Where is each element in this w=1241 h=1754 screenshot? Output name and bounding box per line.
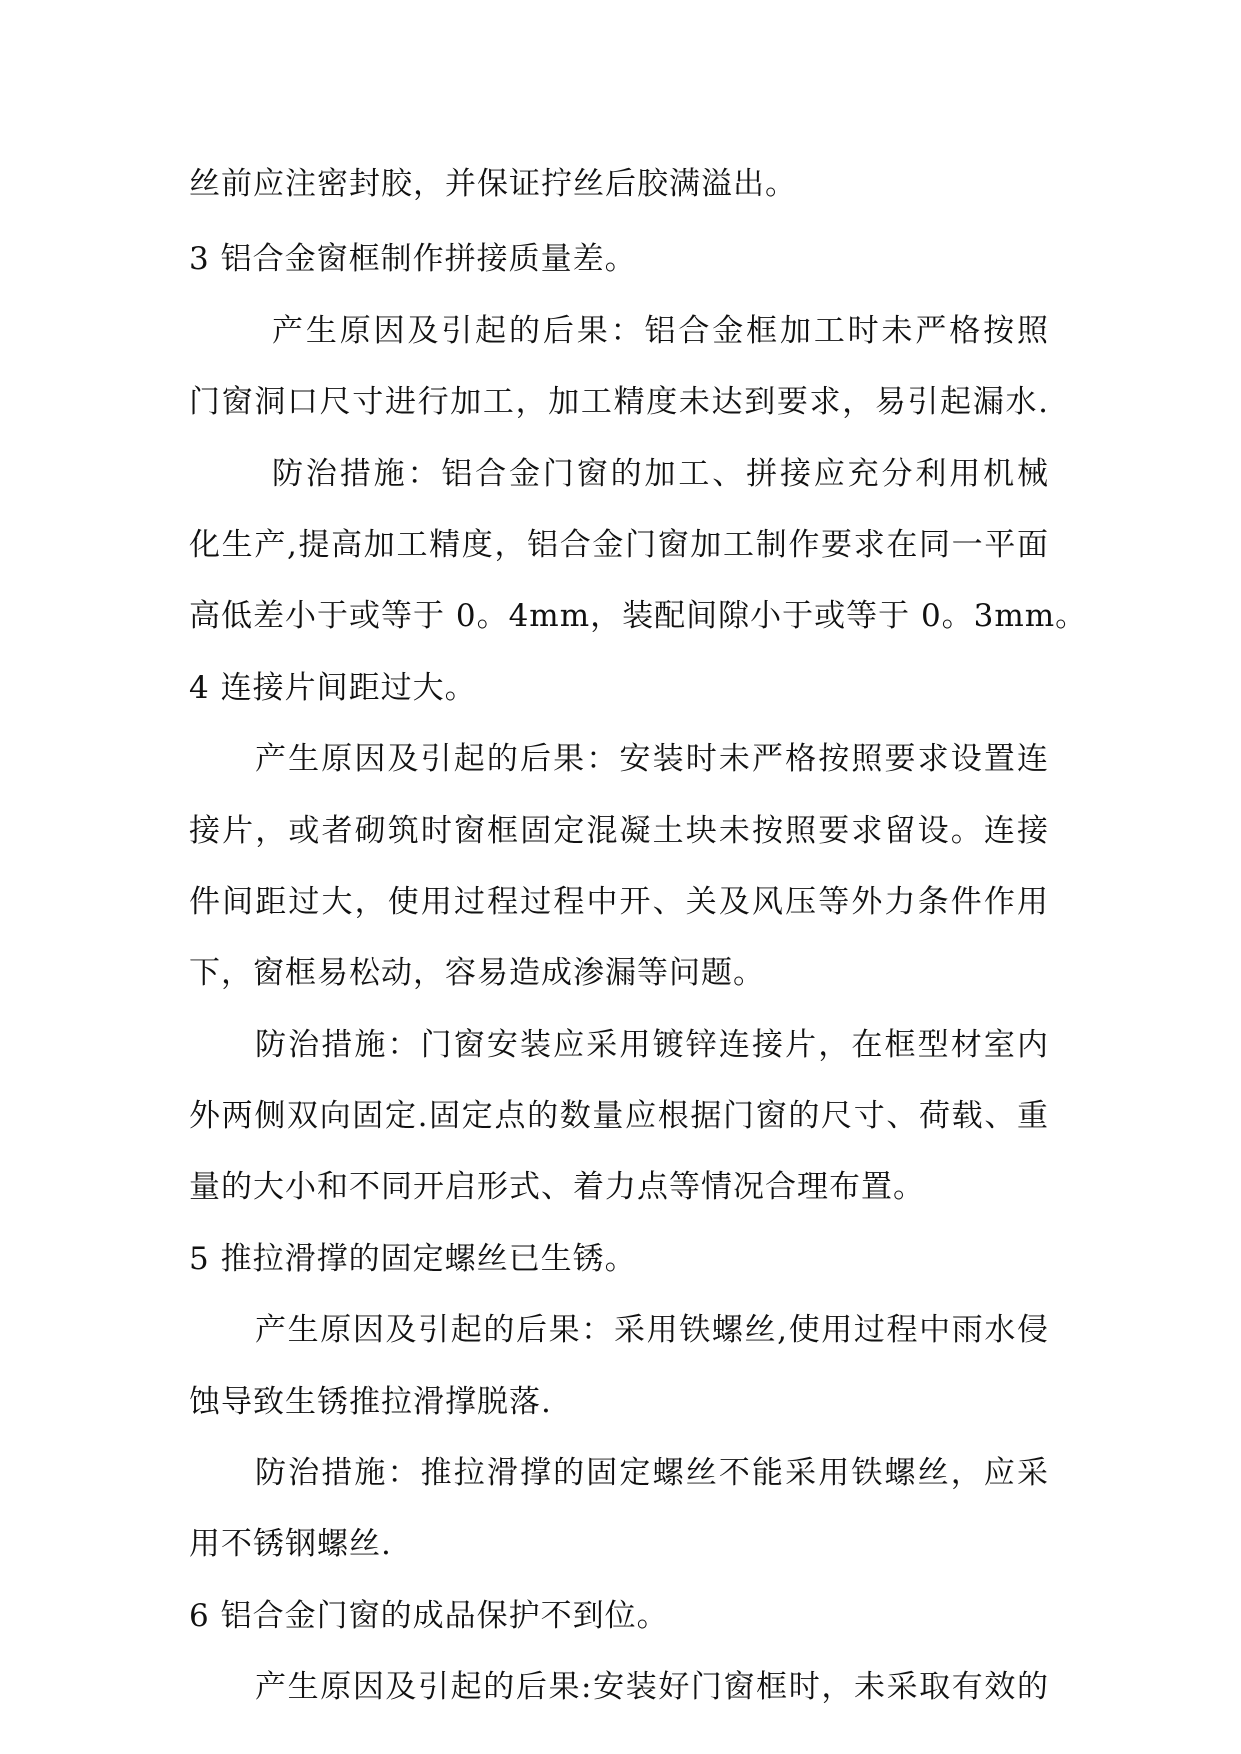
paragraph-line: 丝前应注密封胶，并保证拧丝后胶满溢出。 [189, 166, 797, 202]
paragraph-line: 量的大小和不同开启形式、着力点等情况合理布置。 [189, 1169, 925, 1205]
paragraph-line: 产生原因及引起的后果：铝合金框加工时未严格按照 [272, 313, 1049, 349]
paragraph-line: 高低差小于或等于 0。4mm，装配间隙小于或等于 0。3mm。 [189, 598, 1088, 634]
paragraph-line: 产生原因及引起的后果：采用铁螺丝,使用过程中雨水侵 [255, 1312, 1049, 1348]
paragraph-line: 接片，或者砌筑时窗框固定混凝土块未按照要求留设。连接 [189, 813, 1049, 849]
section-heading: 6 铝合金门窗的成品保护不到位。 [189, 1598, 669, 1634]
paragraph-line: 产生原因及引起的后果:安装好门窗框时，未采取有效的 [255, 1669, 1049, 1705]
paragraph-line: 产生原因及引起的后果：安装时未严格按照要求设置连 [255, 741, 1049, 777]
paragraph-line: 用不锈钢螺丝. [189, 1526, 392, 1562]
section-heading: 3 铝合金窗框制作拼接质量差。 [189, 241, 637, 277]
section-heading: 5 推拉滑撑的固定螺丝已生锈。 [189, 1241, 637, 1277]
paragraph-line: 防治措施：铝合金门窗的加工、拼接应充分利用机械 [272, 456, 1049, 492]
paragraph-line: 外两侧双向固定.固定点的数量应根据门窗的尺寸、荷载、重 [189, 1098, 1049, 1134]
paragraph-line: 防治措施：门窗安装应采用镀锌连接片，在框型材室内 [255, 1027, 1049, 1063]
paragraph-line: 防治措施：推拉滑撑的固定螺丝不能采用铁螺丝，应采 [255, 1455, 1049, 1491]
paragraph-line: 化生产,提高加工精度，铝合金门窗加工制作要求在同一平面 [189, 527, 1049, 563]
paragraph-line: 下，窗框易松动，容易造成渗漏等问题。 [189, 955, 765, 991]
paragraph-line: 蚀导致生锈推拉滑撑脱落. [189, 1384, 552, 1420]
paragraph-line: 件间距过大，使用过程过程中开、关及风压等外力条件作用 [189, 884, 1049, 920]
section-heading: 4 连接片间距过大。 [189, 670, 477, 706]
paragraph-line: 门窗洞口尺寸进行加工，加工精度未达到要求，易引起漏水. [189, 384, 1049, 420]
